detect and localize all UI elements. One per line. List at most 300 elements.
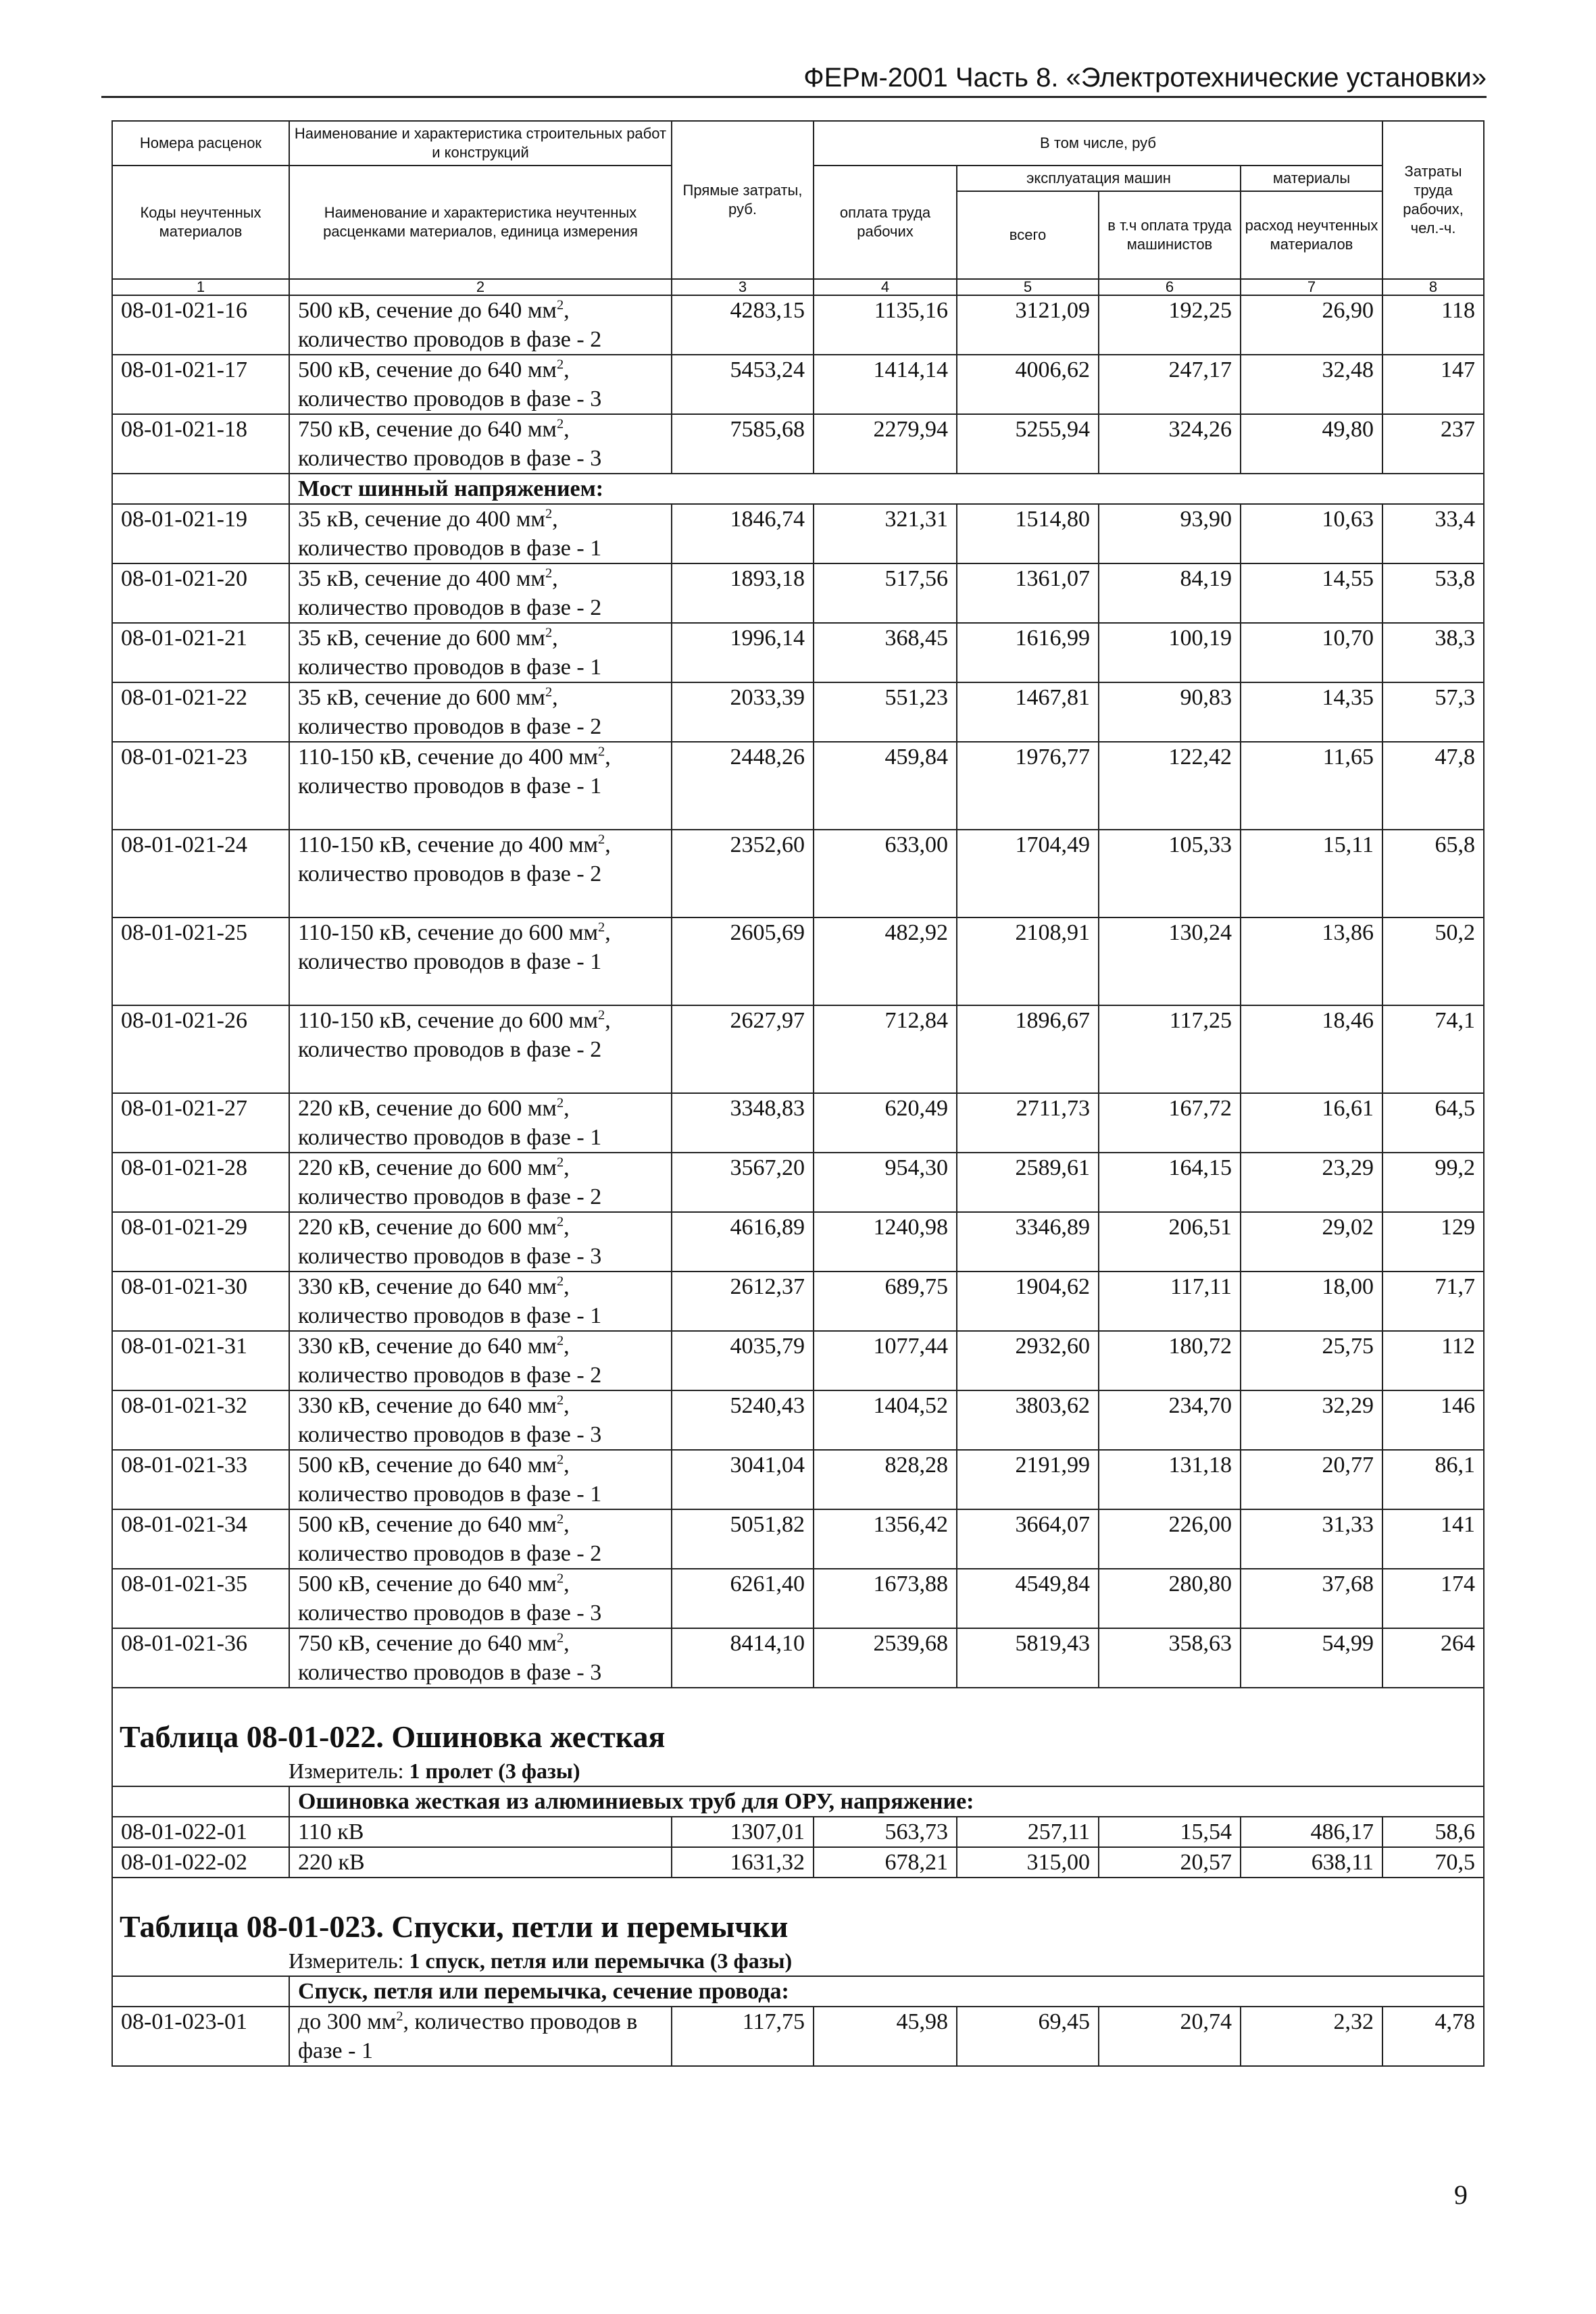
labor-costs: 146: [1382, 1390, 1484, 1450]
direct-costs: 7585,68: [672, 414, 814, 474]
running-header: ФЕРм-2001 Часть 8. «Электротехнические установки»: [101, 59, 1487, 98]
page-number: 9: [1454, 2180, 1468, 2210]
workers-wages: 1414,14: [814, 355, 957, 414]
machinists-wages: 247,17: [1099, 355, 1241, 414]
machines-total: 1514,80: [957, 504, 1099, 563]
work-name-part: , количество проводов в фазе - 3: [298, 417, 602, 471]
labor-costs: 141: [1382, 1509, 1484, 1569]
work-name: [289, 1005, 672, 1093]
work-name-part: 500 кВ, сечение до 640 мм: [298, 1453, 557, 1478]
direct-costs: 8414,10: [672, 1628, 814, 1688]
workers-wages: 633,00: [814, 830, 957, 917]
table-row: [112, 355, 1484, 414]
work-name: [289, 1093, 672, 1153]
materials-costs: 10,63: [1241, 504, 1382, 563]
work-name-part: 110-150 кВ, сечение до 400 мм: [298, 832, 599, 857]
labor-costs: 99,2: [1382, 1153, 1484, 1212]
machinists-wages: 164,15: [1099, 1153, 1241, 1212]
workers-wages: 368,45: [814, 623, 957, 682]
superscript-two: 2: [545, 684, 553, 700]
labor-costs: 33,4: [1382, 504, 1484, 563]
machinists-wages: 15,54: [1099, 1817, 1241, 1847]
price-table: [111, 120, 1485, 2067]
work-name: [289, 1450, 672, 1509]
labor-costs: 70,5: [1382, 1847, 1484, 1878]
workers-wages: 689,75: [814, 1272, 957, 1331]
materials-costs: 18,46: [1241, 1005, 1382, 1093]
col-header-material-name: Наименование и характеристика неучтенных расценками материалов, единица измерения: [289, 166, 672, 279]
materials-costs: 23,29: [1241, 1153, 1382, 1212]
table-title: Таблица 08-01-022. Ошиновка жесткая: [120, 1719, 666, 1754]
superscript-two: 2: [556, 1333, 564, 1349]
work-name-part: , количество проводов в фазе - 1: [298, 1274, 602, 1328]
materials-costs: 32,48: [1241, 355, 1382, 414]
materials-costs: 2,32: [1241, 2007, 1382, 2066]
workers-wages: 828,28: [814, 1450, 957, 1509]
work-name: [289, 1628, 672, 1688]
section-empty: [112, 474, 289, 504]
work-name: [289, 1390, 672, 1450]
work-name-part: , количество проводов в фазе - 1: [298, 920, 611, 974]
section-rigid-bus: Ошиновка жесткая из алюминиевых труб для ОРУ, напряжение:: [289, 1786, 1484, 1817]
materials-costs: 11,65: [1241, 742, 1382, 830]
work-name-part: , количество проводов в фазе - 2: [298, 566, 602, 620]
machines-total: 3121,09: [957, 295, 1099, 355]
labor-costs: 38,3: [1382, 623, 1484, 682]
machines-total: 4006,62: [957, 355, 1099, 414]
materials-costs: 13,86: [1241, 917, 1382, 1005]
workers-wages: 712,84: [814, 1005, 957, 1093]
col-header-materials-sub: расход неучтенных материалов: [1241, 191, 1382, 279]
col-header-direct: Прямые затраты, руб.: [672, 121, 814, 279]
superscript-two: 2: [556, 1214, 564, 1230]
unit-label: Измеритель:: [289, 1948, 409, 1973]
section-row: [112, 474, 1484, 504]
workers-wages: 321,31: [814, 504, 957, 563]
direct-costs: 1996,14: [672, 623, 814, 682]
section-jumpers: Спуск, петля или перемычка, сечение провода:: [289, 1976, 1484, 2007]
superscript-two: 2: [545, 565, 553, 581]
workers-wages: 2539,68: [814, 1628, 957, 1688]
col-header-codes: Номера расценок: [112, 121, 289, 166]
work-name: [289, 830, 672, 917]
work-name: [289, 563, 672, 623]
labor-costs: 64,5: [1382, 1093, 1484, 1153]
labor-costs: 129: [1382, 1212, 1484, 1272]
table-row: [112, 830, 1484, 917]
col-number: 2: [289, 279, 672, 295]
table-row: [112, 742, 1484, 830]
table-title-cell: [112, 1878, 1484, 1976]
work-name-part: , количество проводов в фазе - 1: [298, 745, 611, 799]
table-row: [112, 1093, 1484, 1153]
machinists-wages: 84,19: [1099, 563, 1241, 623]
direct-costs: 1307,01: [672, 1817, 814, 1847]
machines-total: 5819,43: [957, 1628, 1099, 1688]
work-name-part: 330 кВ, сечение до 640 мм: [298, 1274, 557, 1299]
work-name-part: , количество проводов в фазе - 1: [298, 507, 602, 561]
work-name-part: 500 кВ, сечение до 640 мм: [298, 1512, 557, 1537]
workers-wages: 482,92: [814, 917, 957, 1005]
work-name: [289, 1331, 672, 1390]
direct-costs: 4035,79: [672, 1331, 814, 1390]
labor-costs: 58,6: [1382, 1817, 1484, 1847]
table-row: [112, 1272, 1484, 1331]
machines-total: 1467,81: [957, 682, 1099, 742]
machines-total: 69,45: [957, 2007, 1099, 2066]
work-name-part: , количество проводов в фазе - 2: [298, 1334, 602, 1388]
work-name: [289, 742, 672, 830]
work-name: [289, 1272, 672, 1331]
col-number: 6: [1099, 279, 1241, 295]
col-number: 1: [112, 279, 289, 295]
machinists-wages: 117,25: [1099, 1005, 1241, 1093]
rate-code: 08-01-021-33: [112, 1450, 289, 1509]
direct-costs: 1846,74: [672, 504, 814, 563]
work-name: [289, 1212, 672, 1272]
rate-code: 08-01-021-32: [112, 1390, 289, 1450]
machines-total: 257,11: [957, 1817, 1099, 1847]
labor-costs: 53,8: [1382, 563, 1484, 623]
work-name-part: , количество проводов в фазе - 1: [298, 1453, 602, 1507]
rate-code: 08-01-021-28: [112, 1153, 289, 1212]
work-name: [289, 1509, 672, 1569]
work-name: [289, 2007, 672, 2066]
unit-label: Измеритель:: [289, 1759, 409, 1783]
work-name-part: 35 кВ, сечение до 400 мм: [298, 566, 545, 591]
materials-costs: 31,33: [1241, 1509, 1382, 1569]
work-name-part: , количество проводов в фазе - 2: [298, 1008, 611, 1062]
labor-costs: 237: [1382, 414, 1484, 474]
superscript-two: 2: [556, 1155, 564, 1170]
work-name-part: , количество проводов в фазе - 2: [298, 685, 602, 739]
superscript-two: 2: [396, 2009, 403, 2024]
work-name-part: 110-150 кВ, сечение до 400 мм: [298, 745, 599, 770]
workers-wages: 620,49: [814, 1093, 957, 1153]
machinists-wages: 358,63: [1099, 1628, 1241, 1688]
machines-total: 2932,60: [957, 1331, 1099, 1390]
work-name-part: , количество проводов в фазе - 3: [298, 357, 602, 411]
rate-code: 08-01-021-34: [112, 1509, 289, 1569]
superscript-two: 2: [556, 1095, 564, 1111]
col-number: 8: [1382, 279, 1484, 295]
rate-code: 08-01-022-01: [112, 1817, 289, 1847]
work-name: [289, 1569, 672, 1628]
work-name: [289, 1153, 672, 1212]
work-name-part: , количество проводов в фазе - 3: [298, 1631, 602, 1685]
rate-code: 08-01-021-23: [112, 742, 289, 830]
rate-code: 08-01-021-25: [112, 917, 289, 1005]
machinists-wages: 226,00: [1099, 1509, 1241, 1569]
work-name-part: , количество проводов в фазе - 2: [298, 1512, 602, 1566]
work-name-part: , количество проводов в фазе - 3: [298, 1393, 602, 1447]
workers-wages: 954,30: [814, 1153, 957, 1212]
table-row: [112, 414, 1484, 474]
superscript-two: 2: [556, 1630, 564, 1646]
materials-costs: 10,70: [1241, 623, 1382, 682]
table-row: [112, 563, 1484, 623]
materials-costs: 26,90: [1241, 295, 1382, 355]
direct-costs: 5051,82: [672, 1509, 814, 1569]
superscript-two: 2: [545, 506, 553, 522]
section-empty: [112, 1976, 289, 2007]
labor-costs: 74,1: [1382, 1005, 1484, 1093]
table-title-row: [112, 1878, 1484, 1976]
labor-costs: 4,78: [1382, 2007, 1484, 2066]
table-title-row: [112, 1688, 1484, 1786]
rate-code: 08-01-022-02: [112, 1847, 289, 1878]
machines-total: 1976,77: [957, 742, 1099, 830]
rate-code: 08-01-021-36: [112, 1628, 289, 1688]
work-name: 110 кВ: [289, 1817, 672, 1847]
work-name-part: 110-150 кВ, сечение до 600 мм: [298, 920, 599, 945]
table-row: [112, 1450, 1484, 1509]
machines-total: 2191,99: [957, 1450, 1099, 1509]
labor-costs: 264: [1382, 1628, 1484, 1688]
table-row: [112, 1390, 1484, 1450]
labor-costs: 65,8: [1382, 830, 1484, 917]
work-name-part: , количество проводов в фазе - 1: [298, 1096, 602, 1150]
rate-code: 08-01-023-01: [112, 2007, 289, 2066]
materials-costs: 638,11: [1241, 1847, 1382, 1878]
table-row: [112, 1509, 1484, 1569]
work-name-part: 35 кВ, сечение до 600 мм: [298, 685, 545, 710]
direct-costs: 2605,69: [672, 917, 814, 1005]
workers-wages: 1135,16: [814, 295, 957, 355]
work-name-part: , количество проводов в фазе - 3: [298, 1571, 602, 1626]
rate-code: 08-01-021-29: [112, 1212, 289, 1272]
work-name: [289, 917, 672, 1005]
work-name: [289, 623, 672, 682]
unit-line: [113, 1947, 1483, 1976]
direct-costs: 6261,40: [672, 1569, 814, 1628]
rate-code: 08-01-021-19: [112, 504, 289, 563]
machinists-wages: 93,90: [1099, 504, 1241, 563]
col-header-machines-wages: в т.ч оплата труда машинистов: [1099, 191, 1241, 279]
work-name-part: 330 кВ, сечение до 640 мм: [298, 1334, 557, 1359]
work-name-part: 500 кВ, сечение до 640 мм: [298, 298, 557, 323]
direct-costs: 4283,15: [672, 295, 814, 355]
superscript-two: 2: [556, 297, 564, 313]
superscript-two: 2: [598, 832, 605, 847]
machinists-wages: 206,51: [1099, 1212, 1241, 1272]
col-number: 7: [1241, 279, 1382, 295]
workers-wages: 1077,44: [814, 1331, 957, 1390]
work-name-part: 750 кВ, сечение до 640 мм: [298, 1631, 557, 1656]
machines-total: 1616,99: [957, 623, 1099, 682]
table-row: [112, 1153, 1484, 1212]
work-name: [289, 414, 672, 474]
unit-value: 1 спуск, петля или перемычка (3 фазы): [409, 1948, 793, 1973]
machines-total: 5255,94: [957, 414, 1099, 474]
workers-wages: 678,21: [814, 1847, 957, 1878]
work-name: [289, 355, 672, 414]
work-name: [289, 682, 672, 742]
superscript-two: 2: [598, 744, 605, 759]
machines-total: 1361,07: [957, 563, 1099, 623]
unit-value: 1 пролет (3 фазы): [409, 1759, 580, 1783]
machines-total: 1904,62: [957, 1272, 1099, 1331]
work-name-part: , количество проводов в фазе - 1: [298, 2009, 638, 2063]
work-name-part: , количество проводов в фазе - 3: [298, 1215, 602, 1269]
work-name-part: 220 кВ, сечение до 600 мм: [298, 1096, 557, 1121]
machinists-wages: 90,83: [1099, 682, 1241, 742]
workers-wages: 1673,88: [814, 1569, 957, 1628]
work-name-part: до 300 мм: [298, 2009, 397, 2034]
machinists-wages: 167,72: [1099, 1093, 1241, 1153]
col-header-machines-total: всего: [957, 191, 1099, 279]
table-row: [112, 1569, 1484, 1628]
work-name-part: , количество проводов в фазе - 2: [298, 832, 611, 886]
materials-costs: 14,55: [1241, 563, 1382, 623]
workers-wages: 563,73: [814, 1817, 957, 1847]
machines-total: 3346,89: [957, 1212, 1099, 1272]
col-header-machines: эксплуатация машин: [957, 166, 1241, 191]
machines-total: 315,00: [957, 1847, 1099, 1878]
direct-costs: 3567,20: [672, 1153, 814, 1212]
direct-costs: 2033,39: [672, 682, 814, 742]
materials-costs: 49,80: [1241, 414, 1382, 474]
table-title: Таблица 08-01-023. Спуски, петли и перемычки: [120, 1909, 789, 1944]
machinists-wages: 117,11: [1099, 1272, 1241, 1331]
machinists-wages: 100,19: [1099, 623, 1241, 682]
rate-code: 08-01-021-24: [112, 830, 289, 917]
machines-total: 4549,84: [957, 1569, 1099, 1628]
work-name-part: 220 кВ, сечение до 600 мм: [298, 1155, 557, 1180]
direct-costs: 1631,32: [672, 1847, 814, 1878]
work-name: 220 кВ: [289, 1847, 672, 1878]
workers-wages: 1240,98: [814, 1212, 957, 1272]
workers-wages: 459,84: [814, 742, 957, 830]
col-header-labor: Затраты труда рабочих, чел.-ч.: [1382, 121, 1484, 279]
materials-costs: 18,00: [1241, 1272, 1382, 1331]
machinists-wages: 131,18: [1099, 1450, 1241, 1509]
col-header-wages: оплата труда рабочих: [814, 166, 957, 279]
work-name-part: 110-150 кВ, сечение до 600 мм: [298, 1008, 599, 1033]
rate-code: 08-01-021-27: [112, 1093, 289, 1153]
labor-costs: 86,1: [1382, 1450, 1484, 1509]
rate-code: 08-01-021-17: [112, 355, 289, 414]
machinists-wages: 192,25: [1099, 295, 1241, 355]
table-row: [112, 1331, 1484, 1390]
direct-costs: 2352,60: [672, 830, 814, 917]
labor-costs: 112: [1382, 1331, 1484, 1390]
materials-costs: 16,61: [1241, 1093, 1382, 1153]
col-number: 5: [957, 279, 1099, 295]
work-name-part: 35 кВ, сечение до 400 мм: [298, 507, 545, 532]
section-empty: [112, 1786, 289, 1817]
superscript-two: 2: [556, 1511, 564, 1527]
table-row: [112, 1847, 1484, 1878]
workers-wages: 517,56: [814, 563, 957, 623]
labor-costs: 47,8: [1382, 742, 1484, 830]
table-row: [112, 623, 1484, 682]
machinists-wages: 122,42: [1099, 742, 1241, 830]
work-name-part: 35 кВ, сечение до 600 мм: [298, 626, 545, 651]
unit-line: [113, 1757, 1483, 1786]
superscript-two: 2: [556, 357, 564, 372]
table-row: [112, 1628, 1484, 1688]
work-name-part: 750 кВ, сечение до 640 мм: [298, 417, 557, 442]
direct-costs: 2612,37: [672, 1272, 814, 1331]
rate-code: 08-01-021-30: [112, 1272, 289, 1331]
table-row: [112, 2007, 1484, 2066]
superscript-two: 2: [556, 1452, 564, 1467]
superscript-two: 2: [556, 1392, 564, 1408]
table-row: [112, 295, 1484, 355]
direct-costs: 5453,24: [672, 355, 814, 414]
col-header-group: В том числе, руб: [814, 121, 1382, 166]
machines-total: 2108,91: [957, 917, 1099, 1005]
workers-wages: 551,23: [814, 682, 957, 742]
table-row: [112, 504, 1484, 563]
col-number: 4: [814, 279, 957, 295]
rate-code: 08-01-021-16: [112, 295, 289, 355]
machines-total: 3803,62: [957, 1390, 1099, 1450]
machinists-wages: 234,70: [1099, 1390, 1241, 1450]
section-row: [112, 1786, 1484, 1817]
section-bus-bridge: Мост шинный напряжением:: [289, 474, 1484, 504]
materials-costs: 14,35: [1241, 682, 1382, 742]
section-row: [112, 1976, 1484, 2007]
work-name: [289, 295, 672, 355]
machines-total: 2589,61: [957, 1153, 1099, 1212]
workers-wages: 2279,94: [814, 414, 957, 474]
materials-costs: 29,02: [1241, 1212, 1382, 1272]
work-name-part: 500 кВ, сечение до 640 мм: [298, 1571, 557, 1596]
work-name-part: , количество проводов в фазе - 1: [298, 626, 602, 680]
machines-total: 3664,07: [957, 1509, 1099, 1569]
table-row: [112, 1212, 1484, 1272]
rate-code: 08-01-021-35: [112, 1569, 289, 1628]
work-name-part: 220 кВ, сечение до 600 мм: [298, 1215, 557, 1240]
direct-costs: 3348,83: [672, 1093, 814, 1153]
table-row: [112, 917, 1484, 1005]
workers-wages: 45,98: [814, 2007, 957, 2066]
superscript-two: 2: [545, 625, 553, 640]
machines-total: 1896,67: [957, 1005, 1099, 1093]
machinists-wages: 130,24: [1099, 917, 1241, 1005]
machinists-wages: 20,74: [1099, 2007, 1241, 2066]
col-header-material-codes: Коды неучтенных материалов: [112, 166, 289, 279]
direct-costs: 3041,04: [672, 1450, 814, 1509]
table-title-cell: [112, 1688, 1484, 1786]
machinists-wages: 20,57: [1099, 1847, 1241, 1878]
superscript-two: 2: [556, 1571, 564, 1586]
direct-costs: 2448,26: [672, 742, 814, 830]
machinists-wages: 180,72: [1099, 1331, 1241, 1390]
work-name: [289, 504, 672, 563]
work-name-part: 500 кВ, сечение до 640 мм: [298, 357, 557, 382]
labor-costs: 50,2: [1382, 917, 1484, 1005]
work-name-part: 330 кВ, сечение до 640 мм: [298, 1393, 557, 1418]
workers-wages: 1356,42: [814, 1509, 957, 1569]
table-row: [112, 1005, 1484, 1093]
direct-costs: 5240,43: [672, 1390, 814, 1450]
labor-costs: 147: [1382, 355, 1484, 414]
rate-code: 08-01-021-20: [112, 563, 289, 623]
labor-costs: 71,7: [1382, 1272, 1484, 1331]
workers-wages: 1404,52: [814, 1390, 957, 1450]
machines-total: 2711,73: [957, 1093, 1099, 1153]
superscript-two: 2: [598, 920, 605, 935]
superscript-two: 2: [556, 1274, 564, 1289]
materials-costs: 20,77: [1241, 1450, 1382, 1509]
rate-code: 08-01-021-31: [112, 1331, 289, 1390]
labor-costs: 174: [1382, 1569, 1484, 1628]
direct-costs: 2627,97: [672, 1005, 814, 1093]
machinists-wages: 280,80: [1099, 1569, 1241, 1628]
